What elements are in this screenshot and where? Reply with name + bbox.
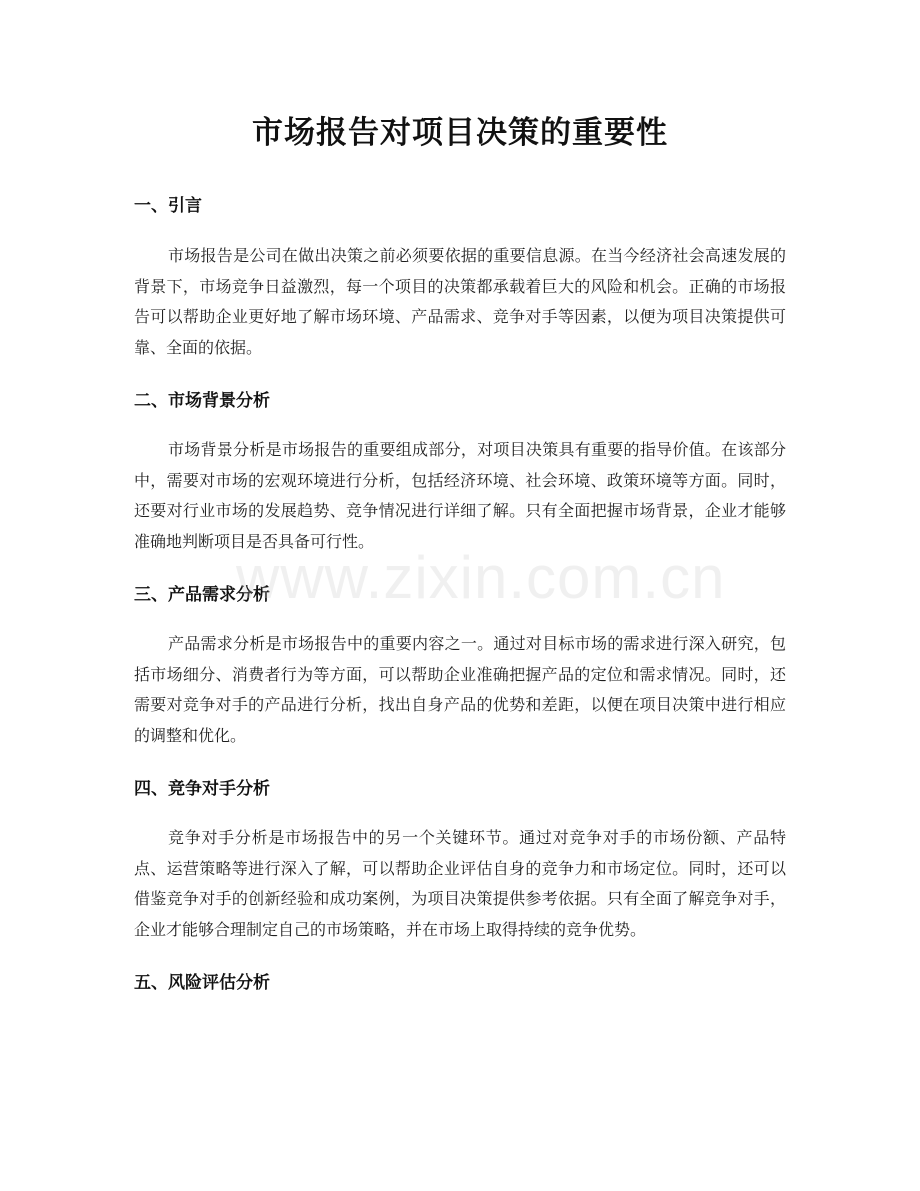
document-title: 市场报告对项目决策的重要性 [252,115,668,151]
section-competitor-analysis [134,777,786,945]
section-paragraph: 竞争对手分析是市场报告中的另一个关键环节。通过对竞争对手的市场份额、产品特点、运营策略等进行深入了解，可以帮助企业评估自身的竞争力和市场定位。同时，还可以借鉴竞争对手的创新经验和成功案例，为项目决策提供参考依据。只有全面了解竞争对手，企业才能够合理制定自己的市场策略，并在市场上取得持续的竞争优势。 [134,828,786,939]
section-paragraph: 市场背景分析是市场报告的重要组成部分，对项目决策具有重要的指导价值。在该部分中，需要对市场的宏观环境进行分析，包括经济环境、社会环境、政策环境等方面。同时，还要对行业市场的发展趋势、竞争情况进行详细了解。只有全面把握市场背景，企业才能够准确地判断项目是否具备可行性。 [134,440,786,551]
section-risk-assessment [134,971,786,995]
section-heading: 四、竞争对手分析 [134,779,270,799]
section-heading: 二、市场背景分析 [134,391,270,411]
section-introduction [134,194,786,363]
section-heading: 一、引言 [134,196,202,216]
section-heading: 三、产品需求分析 [134,585,270,605]
section-market-background [134,389,786,557]
section-product-demand [134,583,786,751]
section-paragraph: 市场报告是公司在做出决策之前必须要依据的重要信息源。在当今经济社会高速发展的背景下，市场竞争日益激烈，每一个项目的决策都承载着巨大的风险和机会。正确的市场报告可以帮助企业更好地了解市场环境、产品需求、竞争对手等因素，以便为项目决策提供可靠、全面的依据。 [134,246,786,357]
section-paragraph: 产品需求分析是市场报告中的重要内容之一。通过对目标市场的需求进行深入研究，包括市场细分、消费者行为等方面，可以帮助企业准确把握产品的定位和需求情况。同时，还需要对竞争对手的产品进行分析，找出自身产品的优势和差距，以便在项目决策中进行相应的调整和优化。 [134,634,786,745]
section-heading: 五、风险评估分析 [134,973,270,993]
watermark: www.zixin.com.cn [236,544,726,611]
